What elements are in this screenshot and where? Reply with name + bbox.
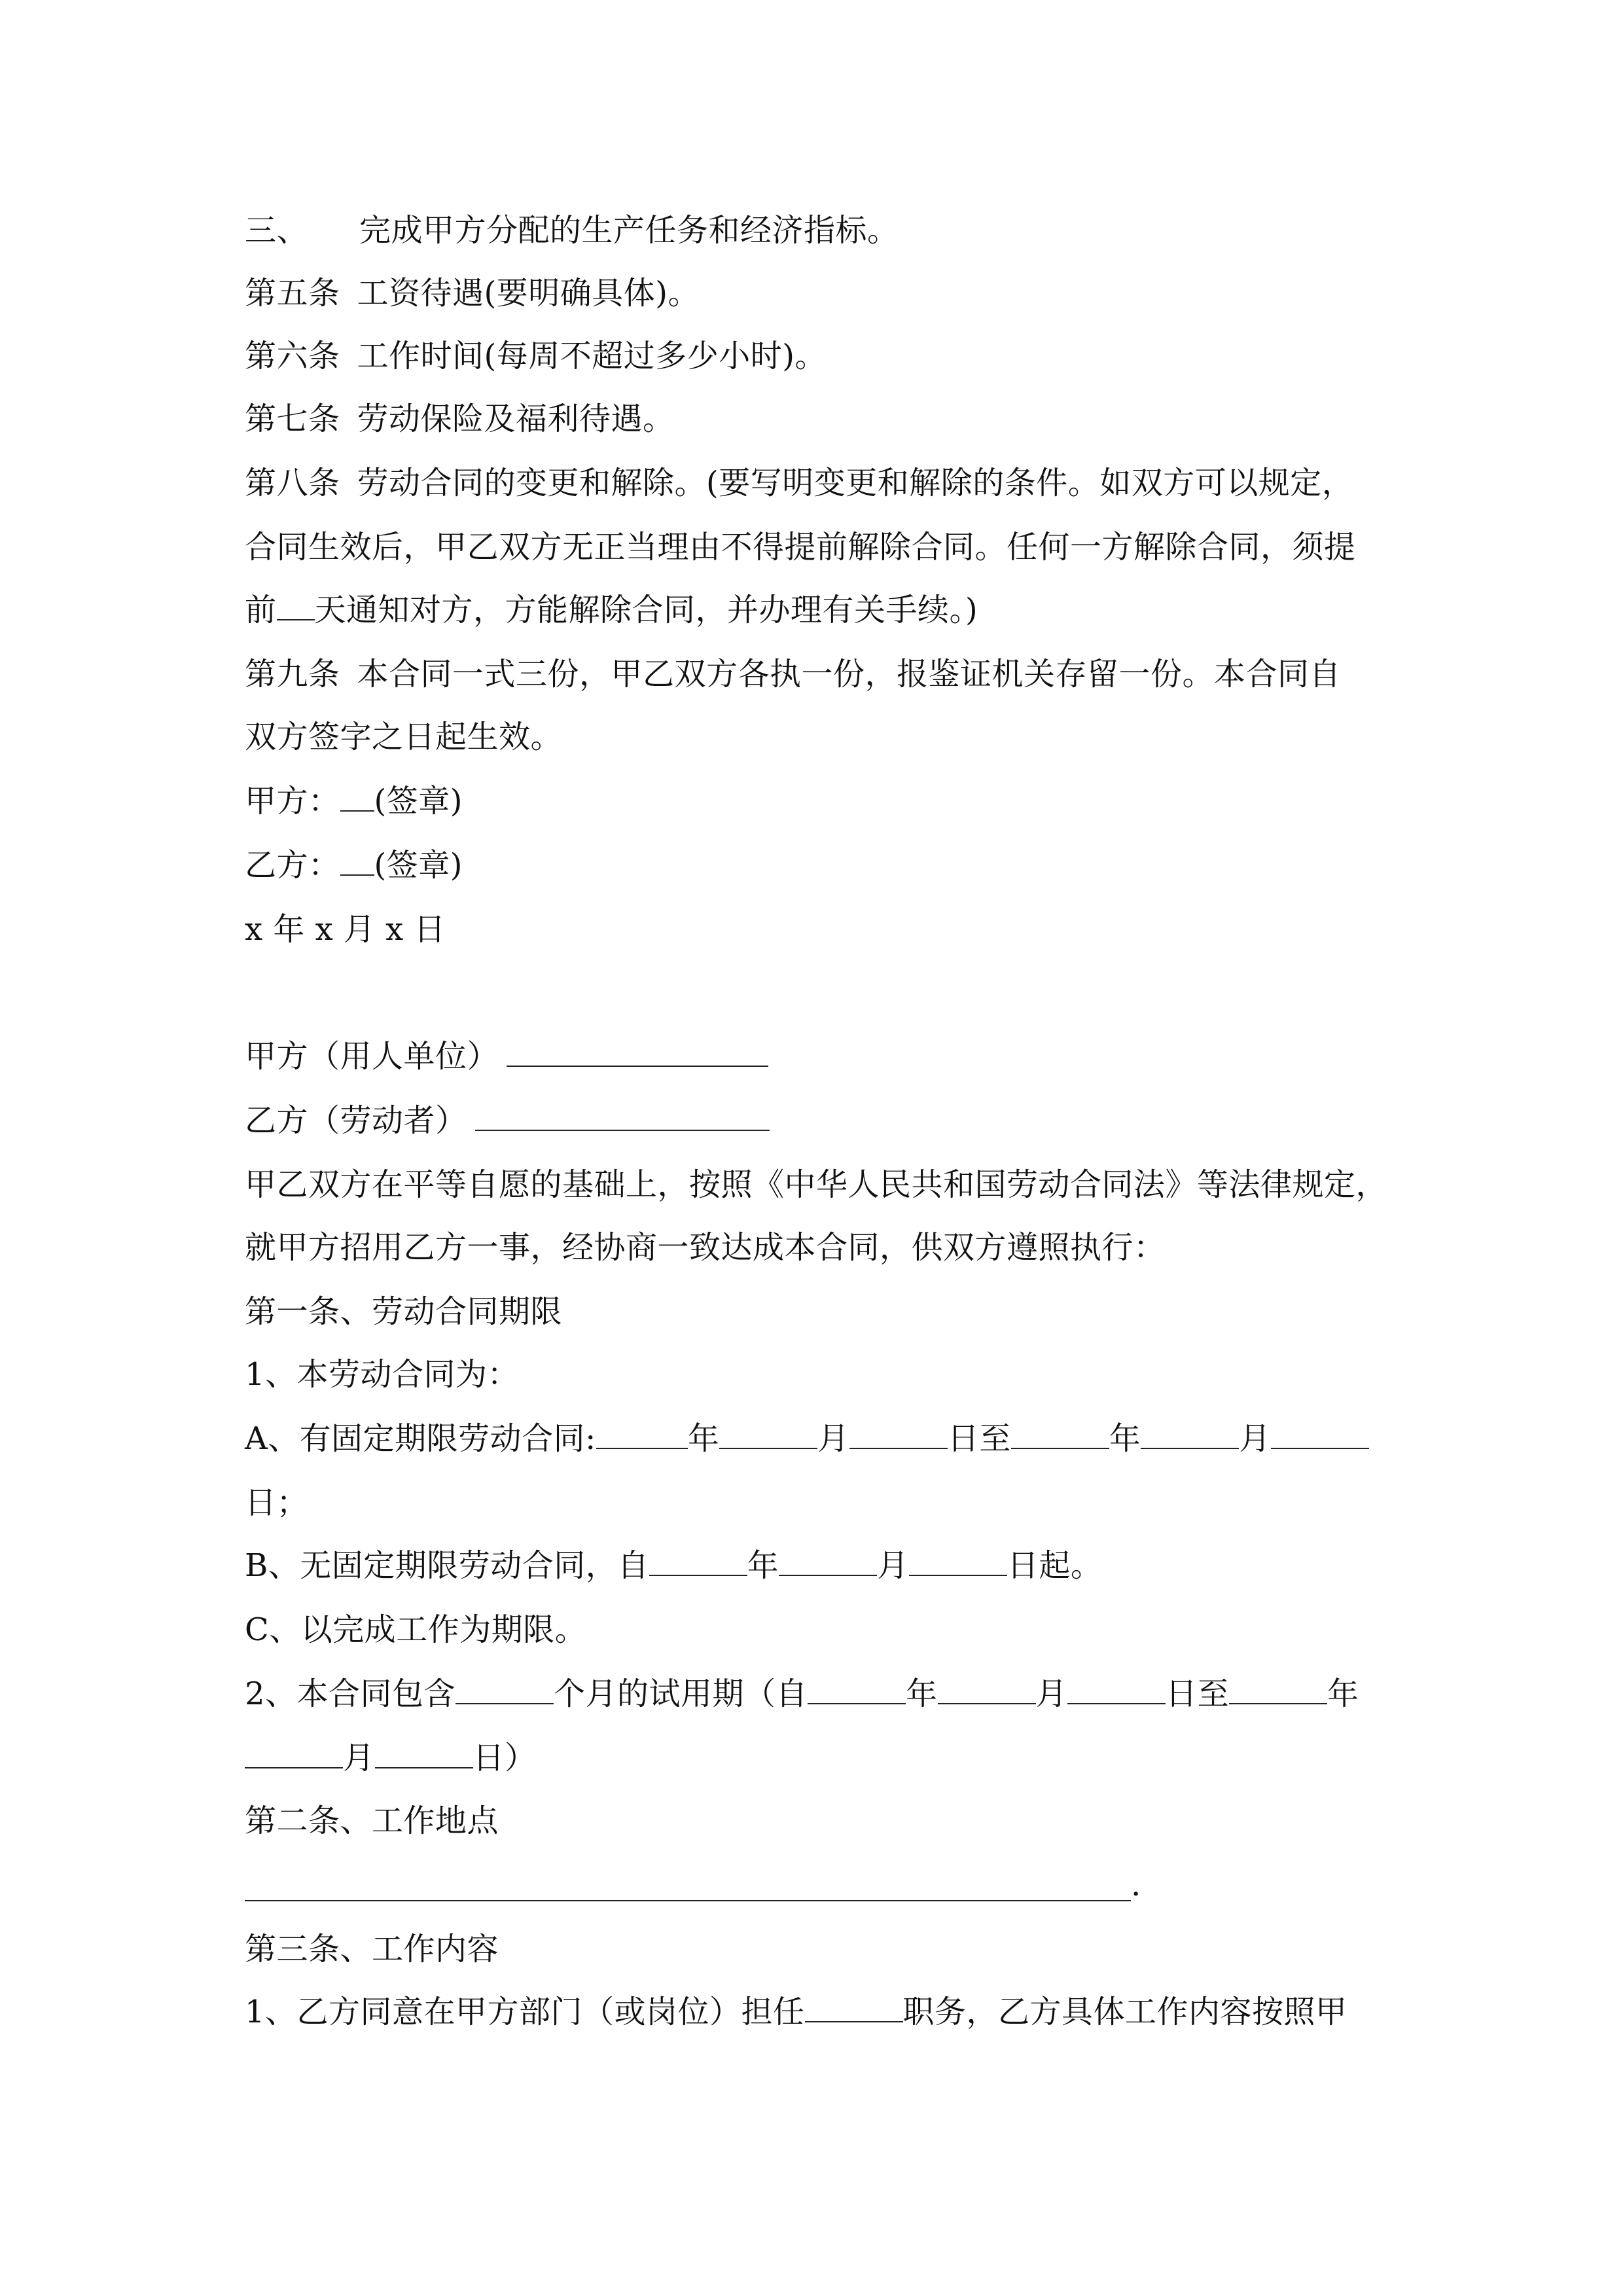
line-preamble-2 xyxy=(245,1228,1166,1267)
blank-day[interactable] xyxy=(375,1738,473,1768)
work-location-blank[interactable] xyxy=(245,1900,1131,1901)
blank-days[interactable] xyxy=(277,590,315,620)
line-clause-3 xyxy=(245,211,899,250)
paragraph-text: 就甲方招用乙方一事，经协商一致达成本合同，供双方遵照执行： xyxy=(245,1229,1166,1266)
article-text: 本合同一式三份，甲乙双方各执一份，报鉴证机关存留一份。本合同自 xyxy=(357,656,1342,692)
line-employer xyxy=(245,1037,768,1076)
line-option-b xyxy=(245,1546,1102,1585)
line-option-a-cont xyxy=(245,1483,308,1522)
clause-text: 完成甲方分配的生产任务和经济指标。 xyxy=(359,212,899,249)
month-label: 月 xyxy=(1239,1420,1271,1457)
article-label: 第八条 xyxy=(245,465,340,501)
blank-year[interactable] xyxy=(1011,1419,1109,1449)
blank-month[interactable] xyxy=(779,1546,877,1576)
line-preamble-1 xyxy=(245,1165,1387,1204)
clause-number: 三、 xyxy=(245,212,309,249)
line-article-9 xyxy=(245,655,1341,694)
line-party-a-sign xyxy=(245,781,463,821)
line-article-7 xyxy=(245,399,675,439)
article-label: 第五条 xyxy=(245,275,340,312)
day-label: 日； xyxy=(245,1484,309,1521)
day-to-label: 日至 xyxy=(1166,1676,1230,1712)
blank-year[interactable] xyxy=(649,1546,747,1576)
blank-month[interactable] xyxy=(245,1738,343,1768)
line-article-2-heading xyxy=(245,1801,499,1840)
month-label: 月 xyxy=(877,1547,909,1584)
month-label: 月 xyxy=(1035,1676,1068,1712)
paragraph-text: 合同生效后，甲乙双方无正当理由不得提前解除合同。任何一方解除合同，须提 xyxy=(245,529,1356,565)
year-label: 年 xyxy=(747,1547,779,1584)
work-location-period: . xyxy=(1131,1867,1141,1903)
blank-day[interactable] xyxy=(849,1419,948,1449)
blank-months[interactable] xyxy=(455,1674,554,1704)
blank-year[interactable] xyxy=(596,1419,688,1449)
article-text: 劳动保险及福利待遇。 xyxy=(357,401,675,437)
month-label: 月 xyxy=(817,1420,849,1457)
date-text: x 年 x 月 x 日 xyxy=(245,911,446,948)
year-label: 年 xyxy=(1327,1676,1359,1712)
employer-label: 甲方（用人单位） xyxy=(245,1038,499,1075)
blank-position[interactable] xyxy=(805,1992,903,2022)
line-date xyxy=(245,910,446,949)
probation-text: 个月的试用期（自 xyxy=(554,1676,808,1712)
year-label: 年 xyxy=(1109,1420,1141,1457)
article-heading: 第三条、工作内容 xyxy=(245,1931,499,1967)
line-probation-cont xyxy=(245,1738,537,1778)
blank-day[interactable] xyxy=(909,1546,1007,1576)
article-heading: 第一条、劳动合同期限 xyxy=(245,1293,563,1330)
blank-day[interactable] xyxy=(1271,1419,1369,1449)
article-label: 第七条 xyxy=(245,401,340,437)
item-text: 1、本劳动合同为： xyxy=(245,1356,520,1393)
paragraph-text: 双方签字之日起生效。 xyxy=(245,719,563,755)
paragraph-text: 前 xyxy=(245,592,277,628)
month-label: 月 xyxy=(343,1740,375,1776)
line-article-3-item-1 xyxy=(245,1992,1347,2032)
paragraph-text: 甲乙双方在平等自愿的基础上，按照《中华人民共和国劳动合同法》等法律规定， xyxy=(245,1166,1388,1203)
seal-note: (签章) xyxy=(374,783,463,819)
blank-month[interactable] xyxy=(1141,1419,1239,1449)
day-to-label: 日至 xyxy=(947,1420,1011,1457)
blank-day[interactable] xyxy=(1067,1674,1166,1704)
line-article-8-cont2 xyxy=(245,590,978,630)
article-label: 第六条 xyxy=(245,338,340,374)
line-article-3-heading xyxy=(245,1929,499,1969)
party-a-sign-blank[interactable] xyxy=(340,781,374,812)
party-b-sign-blank[interactable] xyxy=(340,846,374,876)
article-text: 工资待遇(要明确具体)。 xyxy=(357,275,700,312)
line-option-c xyxy=(245,1610,586,1649)
article-text: 劳动合同的变更和解除。(要写明变更和解除的条件。如双方可以规定， xyxy=(357,465,1354,501)
article-label: 第九条 xyxy=(245,656,340,692)
blank-month[interactable] xyxy=(719,1419,817,1449)
day-from-label: 日起。 xyxy=(1007,1547,1103,1584)
blank-year[interactable] xyxy=(1229,1674,1327,1704)
day-close-label: 日） xyxy=(473,1740,537,1776)
blank-month[interactable] xyxy=(938,1674,1036,1704)
line-article-9-cont xyxy=(245,717,562,757)
probation-text: 2、本合同包含 xyxy=(245,1676,456,1712)
employee-blank[interactable] xyxy=(475,1101,770,1131)
paragraph-text: 天通知对方，方能解除合同，并办理有关手续。) xyxy=(314,592,978,628)
item-text: 职务，乙方具体工作内容按照甲 xyxy=(902,1994,1347,2030)
blank-year[interactable] xyxy=(808,1674,906,1704)
line-article-6 xyxy=(245,336,827,376)
line-article-1-heading xyxy=(245,1292,562,1331)
line-probation xyxy=(245,1674,1359,1713)
employee-label: 乙方（劳动者） xyxy=(245,1102,467,1139)
party-b-label: 乙方： xyxy=(245,847,340,884)
line-article-1-item-1 xyxy=(245,1355,519,1394)
party-a-label: 甲方： xyxy=(245,783,340,819)
year-label: 年 xyxy=(687,1420,720,1457)
line-option-a xyxy=(245,1419,1369,1458)
option-c-text: C、以完成工作为期限。 xyxy=(245,1611,587,1648)
line-employee xyxy=(245,1101,770,1140)
article-text: 工作时间(每周不超过多少小时)。 xyxy=(357,338,827,374)
item-text: 1、乙方同意在甲方部门（或岗位）担任 xyxy=(245,1994,805,2030)
employer-blank[interactable] xyxy=(507,1037,768,1067)
year-label: 年 xyxy=(906,1676,938,1712)
line-article-8 xyxy=(245,463,1353,503)
line-article-8-cont xyxy=(245,528,1356,567)
article-heading: 第二条、工作地点 xyxy=(245,1803,499,1839)
line-article-5 xyxy=(245,274,700,313)
seal-note: (签章) xyxy=(374,847,463,884)
option-a-text: A、有固定期限劳动合同: xyxy=(245,1420,596,1457)
option-b-text: B、无固定期限劳动合同，自 xyxy=(245,1547,649,1584)
line-party-b-sign xyxy=(245,846,463,885)
